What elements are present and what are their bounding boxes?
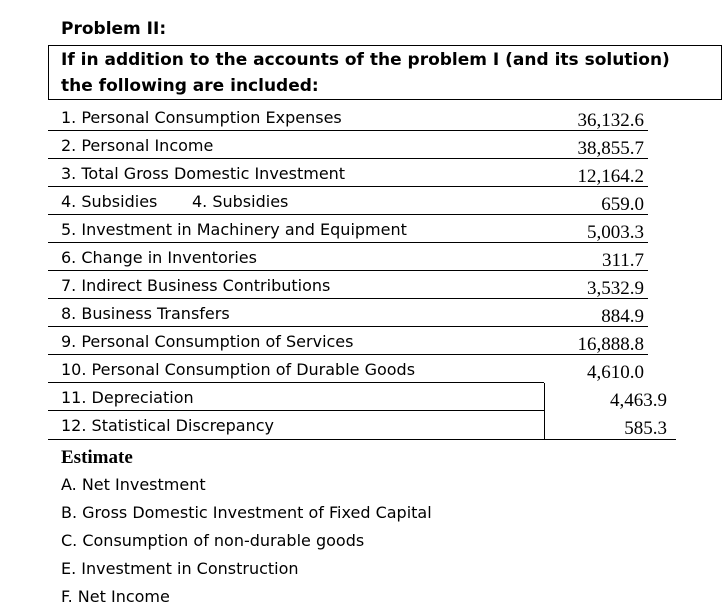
intro-line-2: the following are included: bbox=[61, 76, 319, 96]
row-divider bbox=[48, 158, 648, 159]
item-value-10: 4,610.0 bbox=[587, 362, 644, 383]
item-value-3: 12,164.2 bbox=[577, 166, 644, 187]
estimate-item-f: F. Net Income bbox=[61, 587, 170, 606]
item-value-5: 5,003.3 bbox=[587, 222, 644, 243]
item-label-10: 10. Personal Consumption of Durable Goods bbox=[61, 360, 416, 379]
row-divider bbox=[48, 354, 648, 355]
item-label-9: 9. Personal Consumption of Services bbox=[61, 332, 354, 351]
item-label-3: 3. Total Gross Domestic Investment bbox=[61, 164, 346, 183]
item-label-11: 11. Depreciation bbox=[61, 388, 194, 407]
row-divider bbox=[48, 214, 648, 215]
item-label-2: 2. Personal Income bbox=[61, 136, 214, 155]
row-divider bbox=[48, 270, 648, 271]
problem-title: Problem II: bbox=[61, 19, 167, 39]
row-divider bbox=[48, 326, 648, 327]
item-label-6: 6. Change in Inventories bbox=[61, 248, 257, 267]
item-label-1: 1. Personal Consumption Expenses bbox=[61, 108, 342, 127]
item-value-11: 4,463.9 bbox=[610, 390, 667, 411]
row-divider bbox=[48, 410, 544, 411]
item-label-5: 5. Investment in Machinery and Equipment bbox=[61, 220, 407, 239]
item-value-12: 585.3 bbox=[624, 418, 667, 439]
estimate-item-c: C. Consumption of non-durable goods bbox=[61, 531, 365, 550]
item-label-4-repeat: 4. Subsidies bbox=[192, 192, 289, 211]
table-bottom-rule bbox=[48, 439, 676, 440]
item-value-1: 36,132.6 bbox=[577, 110, 644, 131]
estimate-heading: Estimate bbox=[61, 447, 133, 468]
item-value-8: 884.9 bbox=[601, 306, 644, 327]
item-label-4: 4. Subsidies bbox=[61, 192, 158, 211]
row-divider bbox=[48, 298, 648, 299]
row-divider bbox=[48, 242, 648, 243]
estimate-item-e: E. Investment in Construction bbox=[61, 559, 299, 578]
item-value-4: 659.0 bbox=[601, 194, 644, 215]
item-value-9: 16,888.8 bbox=[577, 334, 644, 355]
item-label-7: 7. Indirect Business Contributions bbox=[61, 276, 331, 295]
item-label-12: 12. Statistical Discrepancy bbox=[61, 416, 275, 435]
item-value-6: 311.7 bbox=[601, 250, 644, 271]
item-value-7: 3,532.9 bbox=[587, 278, 644, 299]
item-label-8: 8. Business Transfers bbox=[61, 304, 230, 323]
intro-line-1: If in addition to the accounts of the problem I (and its solution) bbox=[61, 50, 670, 70]
estimate-item-a: A. Net Investment bbox=[61, 475, 206, 494]
estimate-item-b: B. Gross Domestic Investment of Fixed Capital bbox=[61, 503, 432, 522]
row-divider bbox=[48, 382, 544, 383]
row-divider bbox=[48, 130, 648, 131]
row-divider bbox=[48, 186, 648, 187]
item-value-2: 38,855.7 bbox=[577, 138, 644, 159]
